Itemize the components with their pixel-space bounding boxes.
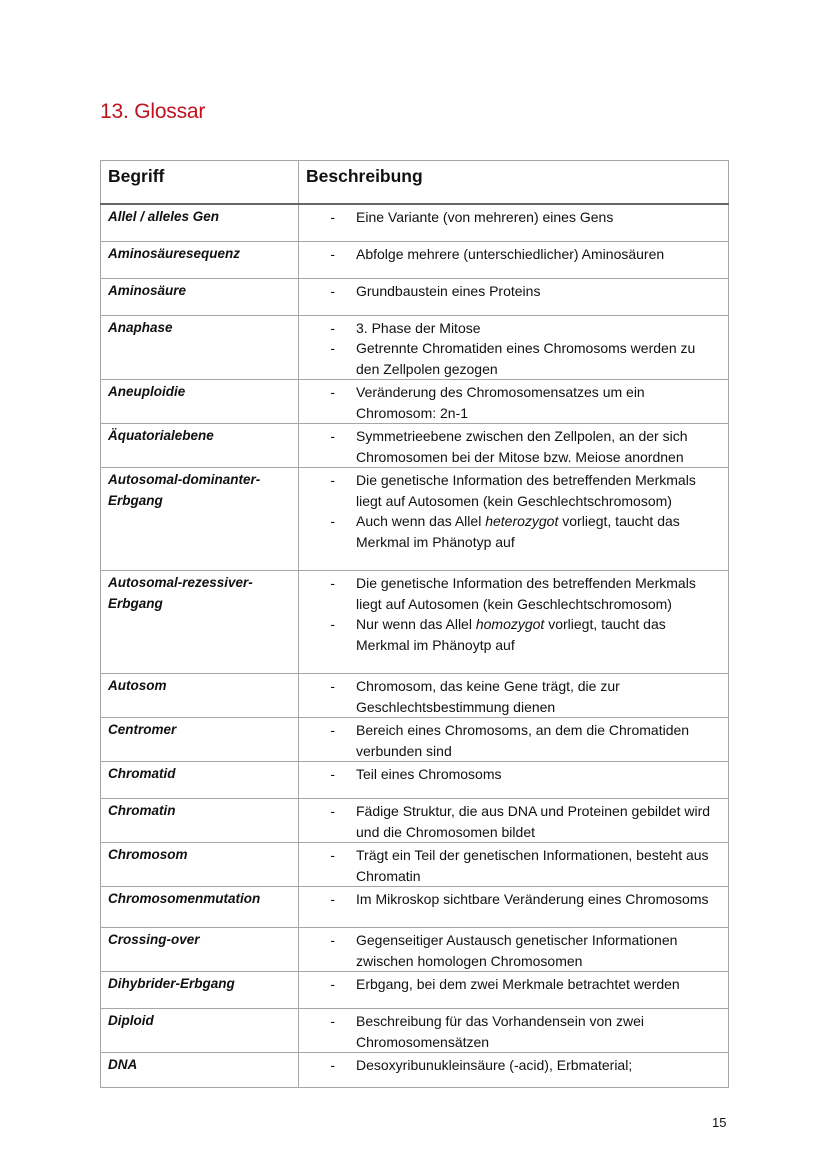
dash-bullet-icon: - (330, 245, 335, 262)
glossary-description (299, 424, 729, 468)
dash-bullet-icon: - (330, 319, 335, 336)
table-row (101, 674, 729, 718)
dash-bullet-icon: - (330, 616, 335, 632)
glossary-description (299, 887, 729, 928)
description-bullet (299, 338, 722, 379)
dash-bullet-icon: - (330, 282, 335, 299)
glossary-term: Autosomal-dominanter-Erbgang (101, 468, 299, 571)
glossary-description (299, 278, 729, 315)
description-text: Im Mikroskop sichtbare Veränderung eines Chromosoms (356, 891, 709, 907)
glossary-term: Äquatorialebene (101, 424, 299, 468)
glossary-term: Allel / alleles Gen (101, 204, 299, 241)
glossary-term: Chromosomenmutation (101, 887, 299, 928)
glossary-description (299, 1009, 729, 1053)
column-header-term: Begriff (101, 161, 299, 205)
dash-bullet-icon: - (330, 340, 335, 356)
description-bullet (299, 511, 722, 552)
table-row (101, 204, 729, 241)
glossary-description (299, 1053, 729, 1088)
glossary-term: Autosomal-rezessiver-Erbgang (101, 571, 299, 674)
description-text: Fädige Struktur, die aus DNA und Proteinen gebildet wird und die Chromosomen bildet (356, 803, 711, 840)
glossary-description (299, 928, 729, 972)
table-row (101, 1053, 729, 1088)
table-row (101, 571, 729, 674)
glossary-description (299, 315, 729, 380)
column-header-description: Beschreibung (299, 161, 729, 205)
description-bullet (299, 845, 722, 886)
table-row (101, 762, 729, 799)
description-bullet (299, 930, 722, 971)
glossary-term: Chromatid (101, 762, 299, 799)
description-text: Trägt ein Teil der genetischen Informationen, besteht aus Chromatin (356, 847, 709, 884)
dash-bullet-icon: - (330, 513, 335, 529)
table-row (101, 928, 729, 972)
description-text: 3. Phase der Mitose (356, 319, 481, 336)
table-row (101, 718, 729, 762)
description-bullet (299, 974, 722, 995)
emphasis-text: heterozygot (485, 513, 559, 529)
glossary-description (299, 972, 729, 1009)
table-row (101, 1009, 729, 1053)
description-text: Bereich eines Chromosoms, an dem die Chromatiden verbunden sind (356, 722, 690, 759)
glossary-term: Anaphase (101, 315, 299, 380)
description-text: Beschreibung für das Vorhandensein von zwei Chromosomensätzen (356, 1013, 644, 1050)
description-bullet (299, 207, 722, 228)
table-row (101, 843, 729, 887)
dash-bullet-icon: - (330, 384, 335, 400)
description-bullet (299, 720, 722, 761)
glossary-term: Aminosäuresequenz (101, 241, 299, 278)
dash-bullet-icon: - (330, 891, 335, 907)
description-bullet (299, 382, 722, 423)
description-text: Desoxyribunukleinsäure (-acid), Erbmaterial; (356, 1057, 633, 1073)
glossary-term: Autosom (101, 674, 299, 718)
description-text: Erbgang, bei dem zwei Merkmale betrachtet werden (356, 976, 680, 992)
glossary-term: Diploid (101, 1009, 299, 1053)
description-text: Eine Variante (von mehreren) eines Gens (356, 209, 614, 225)
glossary-table (100, 160, 729, 1088)
glossary-description (299, 843, 729, 887)
description-text: Grundbaustein eines Proteins (356, 282, 541, 299)
description-bullet (299, 426, 722, 467)
emphasis-text: homozygot (475, 616, 545, 632)
dash-bullet-icon: - (330, 472, 335, 488)
description-text: Teil eines Chromosoms (356, 766, 502, 782)
description-text: Veränderung des Chromosomensatzes um ein Chromosom: 2n-1 (356, 384, 645, 421)
description-text: Symmetrieebene zwischen den Zellpolen, an der sich Chromosomen bei der Mitose bzw. Meiose anordnen (356, 428, 688, 465)
glossary-description (299, 674, 729, 718)
description-text: Chromosom, das keine Gene trägt, die zur Geschlechtsbestimmung dienen (356, 678, 620, 715)
table-row (101, 972, 729, 1009)
dash-bullet-icon: - (330, 209, 335, 225)
description-bullet (299, 318, 722, 339)
table-header-row (101, 161, 729, 205)
description-text: Abfolge mehrere (unterschiedlicher) Aminosäuren (356, 245, 665, 262)
dash-bullet-icon: - (330, 722, 335, 738)
dash-bullet-icon: - (330, 1057, 335, 1073)
table-row (101, 315, 729, 380)
glossary-term: Aminosäure (101, 278, 299, 315)
description-bullet (299, 764, 722, 785)
description-bullet (299, 281, 722, 302)
section-title: 13. Glossar (100, 100, 206, 123)
description-text: Nur wenn das Allel homozygot vorliegt, taucht das Merkmal im Phänoytp auf (356, 616, 666, 653)
description-text: Auch wenn das Allel heterozygot vorliegt, taucht das Merkmal im Phänotyp auf (356, 513, 680, 550)
dash-bullet-icon: - (330, 678, 335, 694)
glossary-term: Crossing-over (101, 928, 299, 972)
glossary-description (299, 762, 729, 799)
description-bullet (299, 470, 722, 511)
glossary-term: Centromer (101, 718, 299, 762)
glossary-term: DNA (101, 1053, 299, 1088)
description-text: Getrennte Chromatiden eines Chromosoms werden zu den Zellpolen gezogen (356, 340, 696, 377)
description-bullet (299, 676, 722, 717)
table-row (101, 278, 729, 315)
table-row (101, 380, 729, 424)
description-bullet (299, 1011, 722, 1052)
table-row (101, 468, 729, 571)
dash-bullet-icon: - (330, 428, 335, 444)
description-bullet (299, 801, 722, 842)
glossary-rows (101, 204, 729, 1088)
dash-bullet-icon: - (330, 932, 335, 948)
dash-bullet-icon: - (330, 976, 335, 992)
description-bullet (299, 889, 722, 910)
glossary-description (299, 571, 729, 674)
description-text: Gegenseitiger Austausch genetischer Informationen zwischen homologen Chromosomen (356, 932, 678, 969)
glossary-description (299, 380, 729, 424)
description-bullet (299, 573, 722, 614)
description-bullet (299, 1055, 722, 1076)
glossary-description (299, 799, 729, 843)
glossary-term: Dihybrider-Erbgang (101, 972, 299, 1009)
glossary-term: Aneuploidie (101, 380, 299, 424)
description-bullet (299, 614, 722, 655)
dash-bullet-icon: - (330, 847, 335, 863)
glossary-description (299, 241, 729, 278)
dash-bullet-icon: - (330, 803, 335, 819)
description-text: Die genetische Information des betreffenden Merkmals liegt auf Autosomen (kein Geschlechtschromosom) (356, 575, 696, 612)
table-row (101, 799, 729, 843)
description-bullet (299, 244, 722, 265)
glossary-description (299, 718, 729, 762)
glossary-term: Chromatin (101, 799, 299, 843)
table-row (101, 424, 729, 468)
page-number: 15 (712, 1115, 727, 1130)
glossary-description (299, 468, 729, 571)
table-row (101, 241, 729, 278)
description-text: Die genetische Information des betreffenden Merkmals liegt auf Autosomen (kein Geschlechtschromosom) (356, 472, 696, 509)
dash-bullet-icon: - (330, 766, 335, 782)
dash-bullet-icon: - (330, 575, 335, 591)
glossary-description (299, 204, 729, 241)
table-row (101, 887, 729, 928)
glossary-term: Chromosom (101, 843, 299, 887)
dash-bullet-icon: - (330, 1013, 335, 1029)
